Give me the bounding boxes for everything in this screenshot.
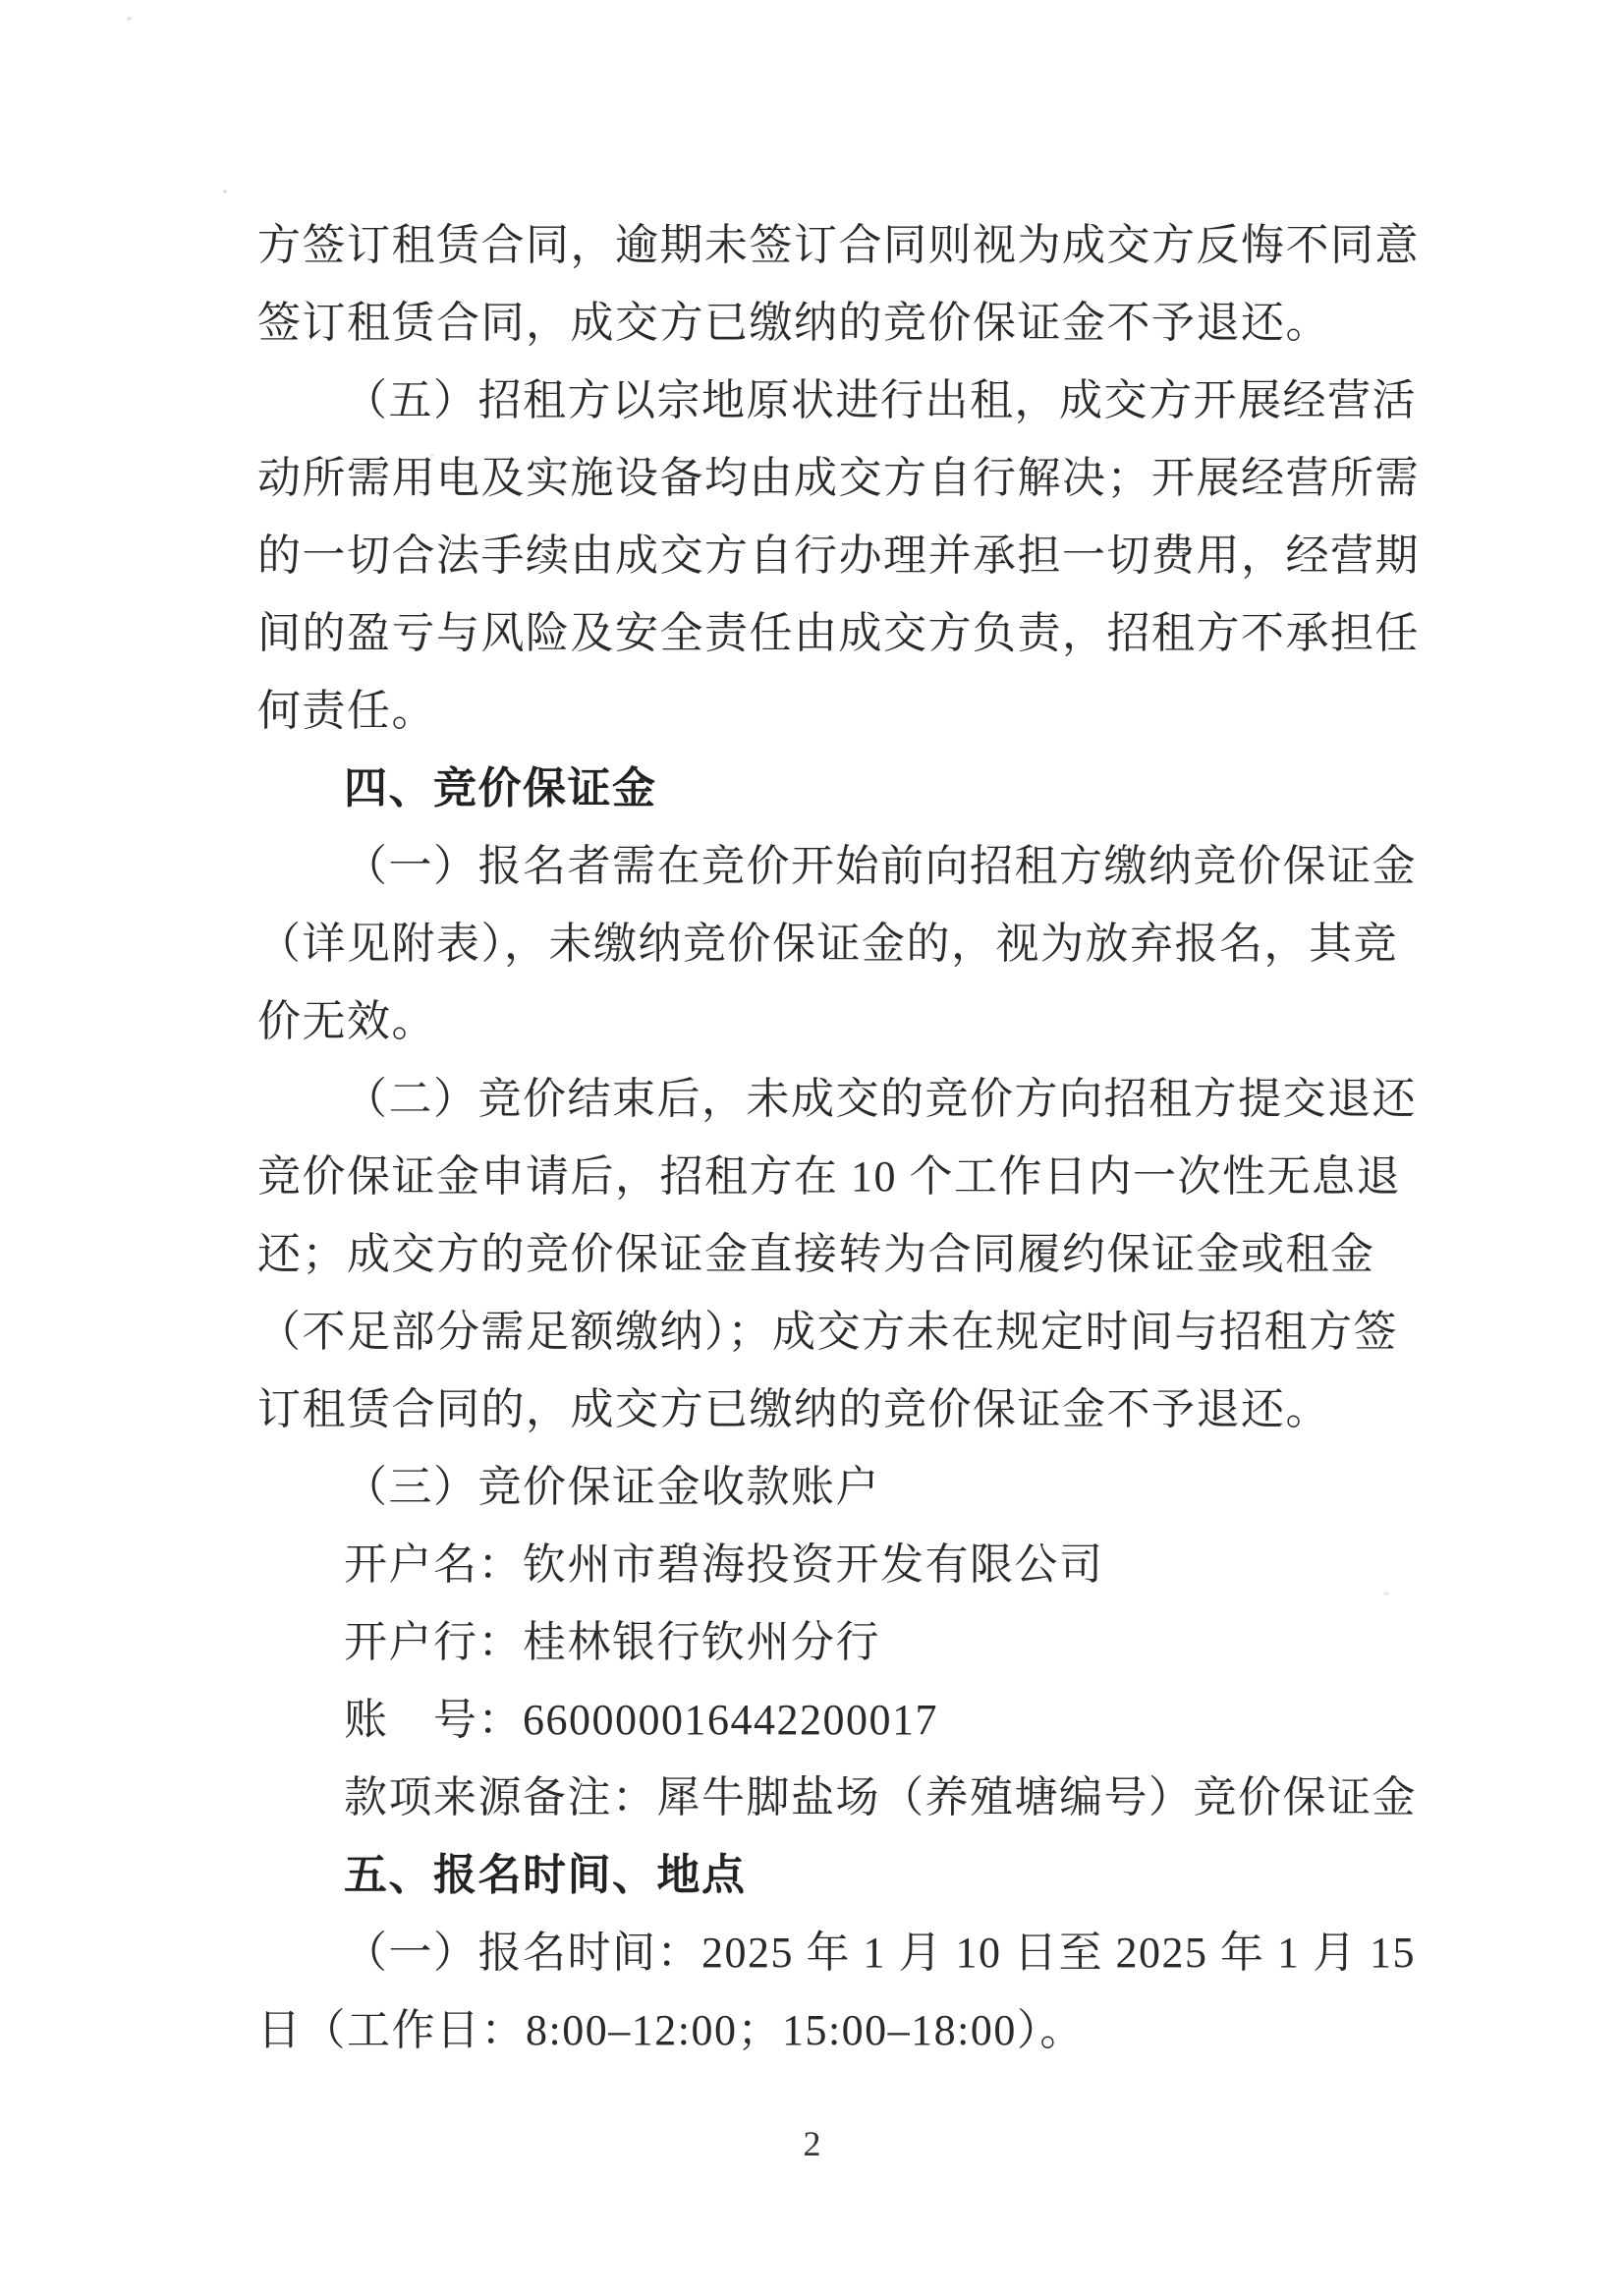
text-line: 日（工作日：8:00–12:00；15:00–18:00）。 [257,2006,1085,2054]
text-line: （详见附表），未缴纳竞价保证金的，视为放弃报名，其竞 [257,920,1398,968]
page-number: 2 [803,2124,821,2163]
text-line: 开户名：钦州市碧海投资开发有限公司 [344,1540,1104,1589]
text-line: （一）报名时间：2025 年 1 月 10 日至 2025 年 1 月 15 [344,1929,1416,1977]
text-line: 四、竞价保证金 [344,764,657,812]
text-line: 账 号：660000016442200017 [344,1696,938,1744]
scan-speck [223,190,227,194]
text-line: 开户行：桂林银行钦州分行 [344,1618,880,1666]
text-line: 还；成交方的竞价保证金直接转为合同履约保证金或租金 [257,1230,1375,1278]
scan-speck [1383,1592,1389,1595]
text-line: 五、报名时间、地点 [344,1851,747,1899]
text-line: 动所需用电及实施设备均由成交方自行解决；开展经营所需 [257,454,1420,502]
scan-speck [127,17,132,21]
document-body [257,206,1420,2069]
text-line: 款项来源备注：犀牛脚盐场（养殖塘编号）竞价保证金 [344,1773,1417,1821]
text-line: 何责任。 [257,687,436,735]
text-line: 竞价保证金申请后，招租方在 10 个工作日内一次性无息退 [257,1152,1401,1201]
text-line: 签订租赁合同，成交方已缴纳的竞价保证金不予退还。 [257,299,1330,347]
text-line: （三）竞价保证金收款账户 [344,1463,880,1511]
text-line: （不足部分需足额缴纳）；成交方未在规定时间与招租方签 [257,1308,1398,1356]
text-line: （五）招租方以宗地原状进行出租，成交方开展经营活 [344,376,1417,424]
text-line: 间的盈亏与风险及安全责任由成交方负责，招租方不承担任 [257,609,1420,657]
text-line: 订租赁合同的，成交方已缴纳的竞价保证金不予退还。 [257,1385,1330,1433]
text-line: （二）竞价结束后，未成交的竞价方向招租方提交退还 [344,1075,1417,1123]
text-line: 方签订租赁合同，逾期未签订合同则视为成交方反悔不同意 [257,221,1420,269]
scan-speck [430,454,434,457]
text-line: 的一切合法手续由成交方自行办理并承担一切费用，经营期 [257,532,1420,580]
text-line: 价无效。 [257,997,436,1045]
text-line: （一）报名者需在竞价开始前向招租方缴纳竞价保证金 [344,842,1417,890]
